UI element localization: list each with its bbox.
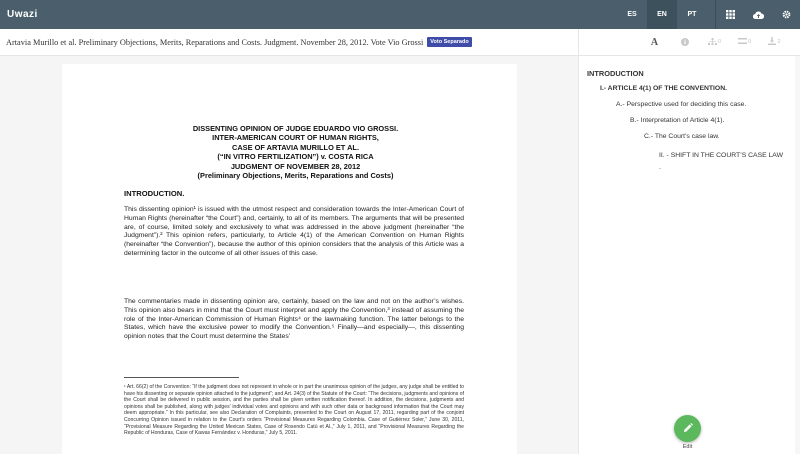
download-icon xyxy=(768,37,776,47)
heading-line: CASE OF ARTAVIA MURILLO ET AL. xyxy=(232,142,359,152)
document-viewer[interactable] xyxy=(0,56,578,454)
footnote-divider xyxy=(124,377,239,378)
document-heading xyxy=(124,124,467,180)
document-type-badge: Voto Separado xyxy=(427,37,471,47)
toc-title[interactable]: INTRODUCTION xyxy=(587,69,644,78)
settings-icon[interactable] xyxy=(772,0,800,29)
toc-item[interactable]: I.- ARTICLE 4(1) OF THE CONVENTION. xyxy=(600,85,728,92)
edit-label: Edit xyxy=(682,444,693,450)
toc-panel xyxy=(578,56,800,454)
document-title: Artavia Murillo et al. Preliminary Objections, Merits, Reparations and Costs. Judgment. November 28, 2012. Vote Vio Grossi xyxy=(6,37,424,47)
toc-item[interactable]: A.- Perspective used for deciding this case. xyxy=(616,101,747,108)
paragraph: The commentaries made in dissenting opinion are, certainly, based on the law and not on the author’s wishes. This opinion also bears in mind that the Court must interpret and apply the Convention,³ instead of assuming the role of the Inter-American Commission of Human Rights⁴ or the lawmaking function. The latter belongs to the States, which have the exclusive power to modify the Convention.⁵ Finally—and especially—, this dissenting opinion notes that the Court must determine the States’ xyxy=(124,298,464,341)
footnote: ¹ Art. 66(2) of the Convention: “If the judgment does not represent in whole or in part the unanimous opinion of the judges, any judge shall be entitled to have his dissenting or separate opinion attached to the judgment”; and Art. 24(3) of the Statute of the Court: “The decisions, judgments and opinions of the Court shall be delivered in public session, and the parties shall be given written notification thereof. In addition, the decisions, judgments and opinions shall be published, along with judges’ individual votes and opinions and with such other data or background information that the Court may deem appropriate.” In this particular, see also Declaration of Complaints, presented to the Court on August 17, 2011, regarding part of the conjoint Concurring Opinion issued in relation to the Court’s orders “Provisional Measures Regarding Colombia. Case of Gutiérrez Soler,” June 30, 2011, “Provisional Measure Regarding the United Mexican States, Case of Rosendo Catú et Al.,” July 1, 2011, and “Provisional Measures Regarding the Republic of Honduras, Case of Kawas Fernández v. Honduras,” July 5, 2011. xyxy=(124,384,464,437)
toc-item-label: II. - SHIFT IN THE COURT’S CASE LAW xyxy=(659,152,783,159)
app-logo[interactable]: Uwazi xyxy=(7,9,38,20)
info-icon[interactable] xyxy=(671,38,698,46)
edit-button[interactable] xyxy=(674,415,701,442)
attachments-count: 2 xyxy=(777,39,781,45)
heading-line: (Preliminary Objections, Merits, Reparations and Costs) xyxy=(197,171,394,181)
document-page[interactable] xyxy=(62,64,517,454)
references-tab[interactable] xyxy=(731,38,758,46)
attachments-tab[interactable] xyxy=(761,37,788,47)
heading-line: JUDGMENT OF NOVEMBER 28, 2012 xyxy=(230,161,361,171)
pencil-icon xyxy=(683,420,693,438)
library-icon[interactable] xyxy=(716,0,744,29)
heading-line: DISSENTING OPINION OF JUDGE EDUARDO VIO GROSSI. xyxy=(192,124,399,133)
heading-line: (“IN VITRO FERTILIZATION”) v. COSTA RICA xyxy=(217,152,374,162)
document-header xyxy=(0,29,578,56)
cloud-upload-icon[interactable] xyxy=(744,0,772,29)
heading-line: INTER-AMERICAN COURT OF HUMAN RIGHTS, xyxy=(212,133,379,143)
font-icon[interactable]: A xyxy=(650,36,659,48)
topbar-actions xyxy=(617,0,800,29)
list-icon xyxy=(738,38,747,46)
references-count: 0 xyxy=(747,39,752,45)
toc-item[interactable]: C.- The Court’s case law. xyxy=(644,133,720,140)
toc-trailing-mark: . xyxy=(659,164,661,171)
panel-toolbar xyxy=(578,29,800,56)
lang-es[interactable]: ES xyxy=(627,11,637,18)
toc-item[interactable] xyxy=(659,150,783,174)
connections-tab[interactable] xyxy=(701,38,728,47)
section-intro-heading: INTRODUCTION. xyxy=(124,189,185,198)
paragraph: This dissenting opinion¹ is issued with the utmost respect and consideration towards the Inter-American Court of Human Rights (hereinafter “the Court”) and, certainly, to all of its members. The arguments that will be presented are, of course, limited solely and exclusively to what was addressed in the above judgment (hereinafter “the Judgment”).² This opinion refers, particularly, to Article 4(1) of the American Convention on Human Rights (hereinafter “the Convention”), because the author of this opinion considers that the analysis of this Article was a determining factor in the outcome of all other issues of this case. xyxy=(124,206,464,257)
lang-pt[interactable]: PT xyxy=(687,11,697,18)
lang-en[interactable]: EN xyxy=(647,0,677,29)
sitemap-icon xyxy=(708,38,717,47)
panel-scrollbar[interactable] xyxy=(795,56,800,454)
toc-item[interactable]: B.- Interpretation of Article 4(1). xyxy=(630,117,725,124)
top-navbar xyxy=(0,0,800,29)
connections-count: 0 xyxy=(717,39,722,45)
